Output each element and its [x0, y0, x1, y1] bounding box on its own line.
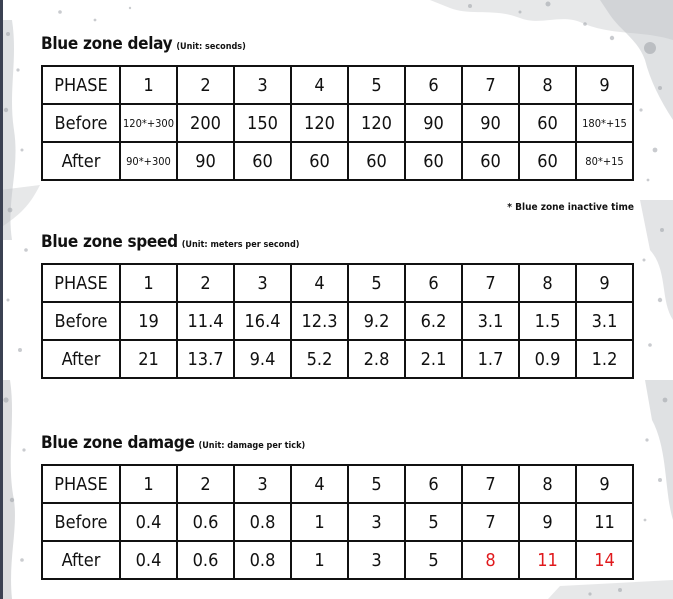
table-cell: 3.1	[576, 302, 633, 340]
delay-unit: (Unit: seconds)	[176, 42, 246, 52]
table-cell: 1.5	[519, 302, 576, 340]
table-cell: 90*+300	[120, 142, 177, 180]
header-cell: 7	[462, 264, 519, 302]
table-cell: 1	[291, 541, 348, 579]
speed-title: Blue zone speed	[41, 232, 178, 252]
table-row	[42, 104, 633, 142]
table-cell: 2.8	[348, 340, 405, 378]
header-cell: 6	[405, 66, 462, 104]
table-cell: 1.7	[462, 340, 519, 378]
table-cell: 0.8	[234, 503, 291, 541]
table-cell: 9	[519, 503, 576, 541]
table-cell: 7	[462, 503, 519, 541]
table-cell: 16.4	[234, 302, 291, 340]
table-cell: 120*+300	[120, 104, 177, 142]
table-cell: 0.6	[177, 541, 234, 579]
header-cell: 8	[519, 66, 576, 104]
delay-title-line	[41, 34, 634, 56]
header-cell: 3	[234, 264, 291, 302]
row-label: After	[42, 340, 120, 378]
table-cell: 60	[519, 104, 576, 142]
damage-title-line	[41, 433, 634, 455]
table-cell: 3.1	[462, 302, 519, 340]
header-cell: 8	[519, 264, 576, 302]
header-cell: 9	[576, 66, 633, 104]
row-label: Before	[42, 503, 120, 541]
speed-section	[41, 232, 634, 379]
table-cell: 21	[120, 340, 177, 378]
table-row	[42, 340, 633, 378]
table-cell: 6.2	[405, 302, 462, 340]
header-cell: 4	[291, 264, 348, 302]
header-cell: 1	[120, 264, 177, 302]
table-cell: 2.1	[405, 340, 462, 378]
header-cell: 5	[348, 66, 405, 104]
row-label: After	[42, 142, 120, 180]
damage-section	[41, 433, 634, 580]
table-cell: 60	[348, 142, 405, 180]
table-row	[42, 503, 633, 541]
table-cell: 12.3	[291, 302, 348, 340]
table-cell: 0.6	[177, 503, 234, 541]
table-cell: 13.7	[177, 340, 234, 378]
table-row	[42, 302, 633, 340]
table-cell: 120	[348, 104, 405, 142]
damage-title: Blue zone damage	[41, 433, 195, 453]
table-row	[42, 541, 633, 579]
delay-title: Blue zone delay	[41, 34, 173, 54]
header-cell: 9	[576, 465, 633, 503]
table-cell: 1	[291, 503, 348, 541]
speed-table	[41, 263, 634, 379]
table-cell: 3	[348, 541, 405, 579]
table-cell: 90	[462, 104, 519, 142]
table-cell: 120	[291, 104, 348, 142]
header-cell: 6	[405, 264, 462, 302]
damage-table	[41, 464, 634, 580]
table-cell: 0.4	[120, 541, 177, 579]
table-cell: 90	[405, 104, 462, 142]
header-cell: PHASE	[42, 465, 120, 503]
header-cell: 5	[348, 465, 405, 503]
row-label: Before	[42, 302, 120, 340]
table-cell: 60	[234, 142, 291, 180]
table-cell: 180*+15	[576, 104, 633, 142]
header-cell: PHASE	[42, 264, 120, 302]
highlighted-cell: 11	[519, 541, 576, 579]
table-cell: 3	[348, 503, 405, 541]
table-cell: 11.4	[177, 302, 234, 340]
header-cell: 3	[234, 66, 291, 104]
table-header-row	[42, 264, 633, 302]
row-label: After	[42, 541, 120, 579]
table-cell: 200	[177, 104, 234, 142]
header-cell: 1	[120, 66, 177, 104]
inactive-time-note: * Blue zone inactive time	[507, 202, 634, 213]
left-frame-border	[0, 0, 3, 599]
header-cell: 7	[462, 66, 519, 104]
table-cell: 0.9	[519, 340, 576, 378]
header-cell: 7	[462, 465, 519, 503]
table-cell: 9.2	[348, 302, 405, 340]
table-cell: 1.2	[576, 340, 633, 378]
damage-unit: (Unit: damage per tick)	[198, 441, 306, 451]
highlighted-cell: 8	[462, 541, 519, 579]
table-header-row	[42, 66, 633, 104]
table-row	[42, 142, 633, 180]
table-cell: 90	[177, 142, 234, 180]
header-cell: 2	[177, 264, 234, 302]
header-cell: 3	[234, 465, 291, 503]
speed-title-line	[41, 232, 634, 254]
header-cell: 2	[177, 66, 234, 104]
highlighted-cell: 14	[576, 541, 633, 579]
table-cell: 150	[234, 104, 291, 142]
table-cell: 80*+15	[576, 142, 633, 180]
table-cell: 60	[462, 142, 519, 180]
table-cell: 19	[120, 302, 177, 340]
table-cell: 5.2	[291, 340, 348, 378]
header-cell: 1	[120, 465, 177, 503]
header-cell: 4	[291, 465, 348, 503]
row-label: Before	[42, 104, 120, 142]
table-cell: 0.8	[234, 541, 291, 579]
header-cell: PHASE	[42, 66, 120, 104]
header-cell: 4	[291, 66, 348, 104]
table-cell: 5	[405, 503, 462, 541]
speed-unit: (Unit: meters per second)	[181, 240, 300, 250]
delay-section	[41, 34, 634, 213]
table-cell: 0.4	[120, 503, 177, 541]
header-cell: 2	[177, 465, 234, 503]
header-cell: 6	[405, 465, 462, 503]
table-header-row	[42, 465, 633, 503]
table-cell: 11	[576, 503, 633, 541]
header-cell: 8	[519, 465, 576, 503]
delay-table	[41, 65, 634, 181]
table-cell: 9.4	[234, 340, 291, 378]
header-cell: 9	[576, 264, 633, 302]
header-cell: 5	[348, 264, 405, 302]
table-cell: 60	[405, 142, 462, 180]
table-cell: 5	[405, 541, 462, 579]
table-cell: 60	[519, 142, 576, 180]
table-cell: 60	[291, 142, 348, 180]
